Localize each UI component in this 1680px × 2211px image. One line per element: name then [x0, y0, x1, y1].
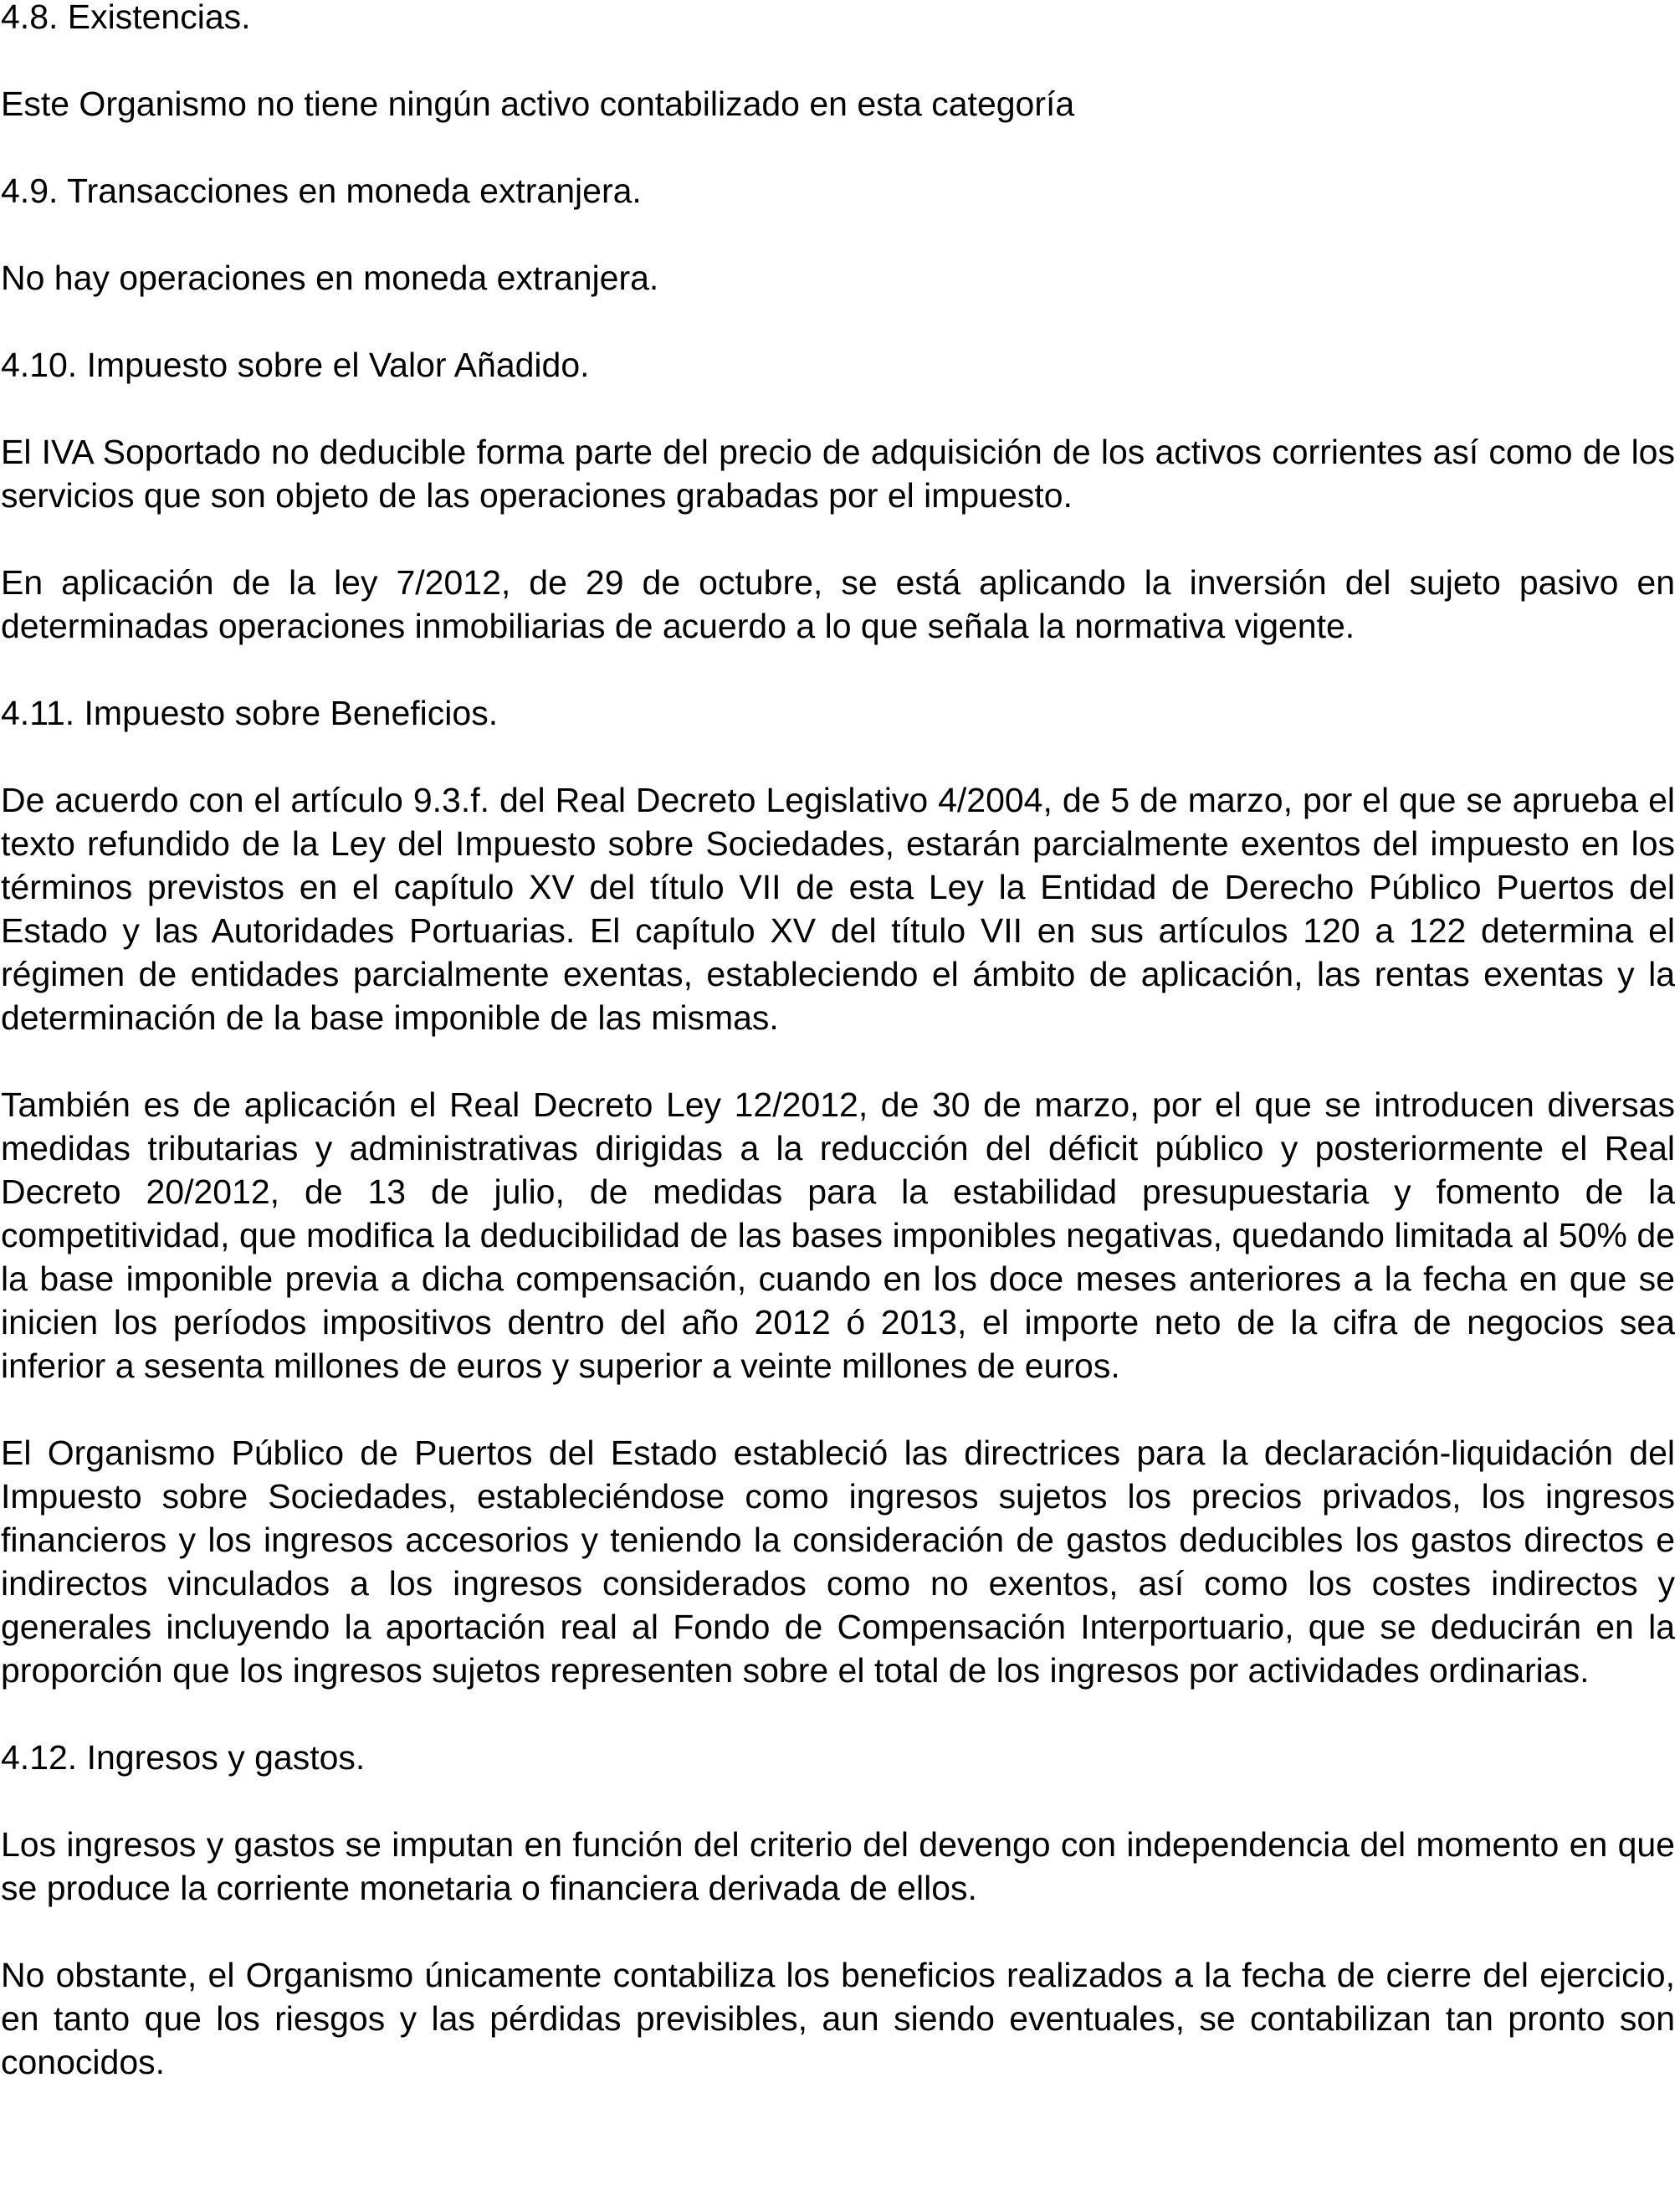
- paragraph-beneficios-riesgos: No obstante, el Organismo únicamente contabiliza los beneficios realizados a la fecha de cierre del ejercicio, en tanto que los riesgos y las pérdidas previsibles, aun siendo eventuales, se contabilizan tan pronto son conocidos.: [1, 1956, 1675, 2081]
- section-heading-impuesto-beneficios: 4.11. Impuesto sobre Beneficios.: [1, 694, 499, 732]
- paragraph-moneda-extranjera: No hay operaciones en moneda extranjera.: [1, 259, 659, 297]
- paragraph-directrices-puertos: El Organismo Público de Puertos del Estado estableció las directrices para la declaración-liquidación del Impuesto sobre Sociedades, estableciéndose como ingresos sujetos los precios privados, los ingresos financieros y los ingresos accesorios y teniendo la consideración de gastos deducibles los gastos directos e indirectos vinculados a los ingresos considerados como no exentos, así como los costes indirectos y generales incluyendo la aportación real al Fondo de Compensación Interportuario, que se deducirán en la proporción que los ingresos sujetos representen sobre el total de los ingresos por actividades ordinarias.: [1, 1434, 1675, 1690]
- paragraph-iva-soportado: El IVA Soportado no deducible forma parte del precio de adquisición de los activos corrientes así como de los servicios que son objeto de las operaciones grabadas por el impuesto.: [1, 433, 1675, 515]
- section-heading-moneda-extranjera: 4.9. Transacciones en moneda extranjera.: [1, 172, 642, 210]
- paragraph-inversion-sujeto-pasivo: En aplicación de la ley 7/2012, de 29 de octubre, se está aplicando la inversión del sujeto pasivo en determinadas operaciones inmobiliarias de acuerdo a lo que señala la normativa vigente.: [1, 563, 1675, 645]
- paragraph-existencias: Este Organismo no tiene ningún activo contabilizado en esta categoría: [1, 85, 1075, 123]
- section-heading-existencias: 4.8. Existencias.: [1, 0, 251, 36]
- section-heading-iva: 4.10. Impuesto sobre el Valor Añadido.: [1, 346, 590, 384]
- paragraph-criterio-devengo: Los ingresos y gastos se imputan en función del criterio del devengo con independencia del momento en que se produce la corriente monetaria o financiera derivada de ellos.: [1, 1825, 1675, 1907]
- section-heading-ingresos-gastos: 4.12. Ingresos y gastos.: [1, 1738, 366, 1777]
- paragraph-real-decreto-legislativo: De acuerdo con el artículo 9.3.f. del Real Decreto Legislativo 4/2004, de 5 de marzo, por el que se aprueba el texto refundido de la Ley del Impuesto sobre Sociedades, estarán parcialmente exentos del impuesto en los términos previstos en el capítulo XV del título VII de esta Ley la Entidad de Derecho Público Puertos del Estado y las Autoridades Portuarias. El capítulo XV del título VII en sus artículos 120 a 122 determina el régimen de entidades parcialmente exentas, estableciendo el ámbito de aplicación, las rentas exentas y la determinación de la base imponible de las mismas.: [1, 781, 1675, 1037]
- paragraph-real-decreto-ley: También es de aplicación el Real Decreto Ley 12/2012, de 30 de marzo, por el que se introducen diversas medidas tributarias y administrativas dirigidas a la reducción del déficit público y posteriormente el Real Decreto 20/2012, de 13 de julio, de medidas para la estabilidad presupuestaria y fomento de la competitividad, que modifica la deducibilidad de las bases imponibles negativas, quedando limitada al 50% de la base imponible previa a dicha compensación, cuando en los doce meses anteriores a la fecha en que se inicien los períodos impositivos dentro del año 2012 ó 2013, el importe neto de la cifra de negocios sea inferior a sesenta millones de euros y superior a veinte millones de euros.: [1, 1085, 1675, 1385]
